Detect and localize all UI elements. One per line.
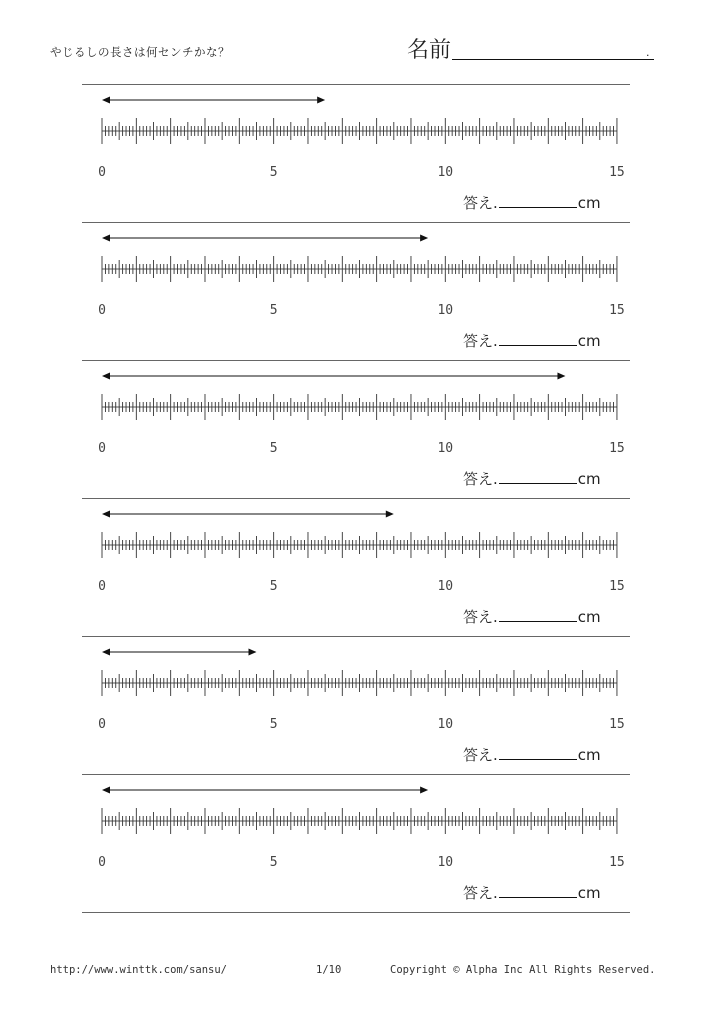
ruler-label: 5 <box>269 717 278 732</box>
ruler-problem <box>0 222 724 360</box>
instruction-text: やじるしの長さは何センチかな？ <box>50 45 230 59</box>
ruler-label: 15 <box>609 303 625 318</box>
ruler-label: 5 <box>269 579 278 594</box>
arrow-head-left <box>102 511 110 518</box>
answer-blank[interactable] <box>499 193 577 208</box>
divider <box>82 912 630 913</box>
ruler-label: 10 <box>437 579 454 594</box>
ruler-label: 15 <box>609 165 625 180</box>
ruler-label: 0 <box>98 717 106 732</box>
arrow-head-right <box>317 97 325 104</box>
ruler-label: 15 <box>609 579 625 594</box>
arrow-head-left <box>102 649 110 656</box>
arrow-head-right <box>420 235 428 242</box>
answer-row <box>463 192 601 213</box>
ruler-graphic <box>0 360 724 498</box>
ruler-problem <box>0 498 724 636</box>
answer-unit: cm <box>577 194 601 212</box>
name-field[interactable] <box>452 59 654 60</box>
ruler-label: 10 <box>437 717 454 732</box>
answer-label: 答え. <box>463 884 498 902</box>
answer-label: 答え. <box>463 608 498 626</box>
ruler-problem <box>0 774 724 912</box>
answer-blank[interactable] <box>499 745 577 760</box>
answer-blank[interactable] <box>499 883 577 898</box>
footer-page-number: 1/10 <box>316 964 342 976</box>
ruler-label: 5 <box>269 441 278 456</box>
ruler-label: 0 <box>98 165 106 180</box>
answer-row <box>463 744 601 765</box>
arrow-head-right <box>248 649 256 656</box>
answer-blank[interactable] <box>499 331 577 346</box>
answer-label: 答え. <box>463 194 498 212</box>
ruler-label: 15 <box>609 855 625 870</box>
name-dot: . <box>646 46 650 59</box>
ruler-problem <box>0 84 724 222</box>
answer-label: 答え. <box>463 332 498 350</box>
ruler-label: 5 <box>269 303 278 318</box>
ruler-label: 0 <box>98 441 106 456</box>
arrow-head-right <box>557 373 565 380</box>
ruler-label: 0 <box>98 855 106 870</box>
ruler-graphic <box>0 84 724 222</box>
arrow-head-left <box>102 235 110 242</box>
ruler-label: 10 <box>437 165 454 180</box>
answer-unit: cm <box>577 608 601 626</box>
ruler-label: 5 <box>269 855 278 870</box>
ruler-problem <box>0 636 724 774</box>
ruler-graphic <box>0 774 724 912</box>
answer-row <box>463 330 601 351</box>
ruler-label: 5 <box>269 165 278 180</box>
ruler-problem <box>0 360 724 498</box>
footer-copyright: Copyright © Alpha Inc All Rights Reserved. <box>390 964 656 976</box>
answer-unit: cm <box>577 470 601 488</box>
answer-label: 答え. <box>463 746 498 764</box>
ruler-graphic <box>0 498 724 636</box>
ruler-label: 15 <box>609 441 625 456</box>
arrow-head-left <box>102 373 110 380</box>
arrow-head-left <box>102 97 110 104</box>
answer-row <box>463 882 601 903</box>
answer-label: 答え. <box>463 470 498 488</box>
ruler-graphic <box>0 636 724 774</box>
answer-row <box>463 468 601 489</box>
ruler-label: 0 <box>98 579 106 594</box>
footer-url: http://www.winttk.com/sansu/ <box>50 964 228 976</box>
arrow-head-right <box>420 787 428 794</box>
answer-unit: cm <box>577 746 601 764</box>
ruler-label: 0 <box>98 303 106 318</box>
ruler-graphic <box>0 222 724 360</box>
ruler-label: 15 <box>609 717 625 732</box>
answer-unit: cm <box>577 884 601 902</box>
ruler-label: 10 <box>437 441 454 456</box>
answer-blank[interactable] <box>499 469 577 484</box>
arrow-head-left <box>102 787 110 794</box>
name-label: 名前 <box>407 38 452 63</box>
answer-row <box>463 606 601 627</box>
ruler-label: 10 <box>437 303 454 318</box>
ruler-label: 10 <box>437 855 454 870</box>
answer-blank[interactable] <box>499 607 577 622</box>
arrow-head-right <box>386 511 394 518</box>
answer-unit: cm <box>577 332 601 350</box>
